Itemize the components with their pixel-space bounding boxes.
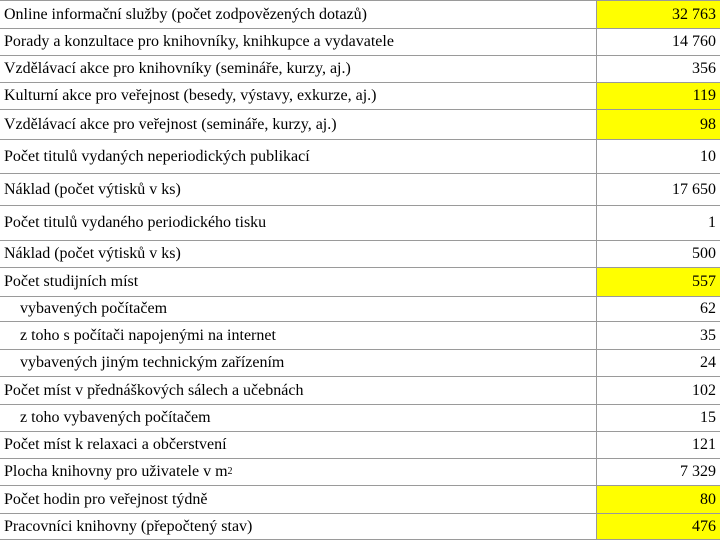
table-row bbox=[0, 404, 720, 431]
row-label-text: Vzdělávací akce pro veřejnost (semináře, kurzy, aj.) bbox=[4, 115, 337, 133]
table-row bbox=[0, 513, 720, 540]
row-value bbox=[597, 486, 720, 513]
table-row bbox=[0, 376, 720, 404]
row-label bbox=[0, 140, 597, 173]
row-label bbox=[0, 268, 597, 296]
row-value-text: 1 bbox=[708, 214, 716, 231]
row-value bbox=[597, 83, 720, 109]
row-label-text: Porady a konzultace pro knihovníky, knihkupce a vydavatele bbox=[4, 33, 394, 50]
row-label-text: Počet hodin pro veřejnost týdně bbox=[4, 490, 208, 508]
row-label-text: Počet titulů vydaných neperiodických publikací bbox=[4, 147, 310, 165]
table-row bbox=[0, 173, 720, 205]
row-value-text: 62 bbox=[700, 300, 716, 317]
row-label bbox=[0, 241, 597, 267]
row-label bbox=[0, 174, 597, 205]
row-label-text: Náklad (počet výtisků v ks) bbox=[4, 180, 181, 198]
row-label-text: z toho vybavených počítačem bbox=[20, 409, 211, 426]
row-value bbox=[597, 56, 720, 82]
row-label-text: Počet studijních míst bbox=[4, 273, 139, 290]
row-value-text: 98 bbox=[700, 115, 716, 133]
table-row bbox=[0, 55, 720, 82]
row-value-text: 557 bbox=[692, 273, 716, 290]
row-label bbox=[0, 377, 597, 404]
row-label bbox=[0, 405, 597, 431]
row-label-text: Vzdělávací akce pro knihovníky (semináře, kurzy, aj.) bbox=[4, 60, 351, 77]
row-label-text: Počet míst k relaxaci a občerstvení bbox=[4, 436, 227, 453]
row-value-text: 24 bbox=[700, 354, 716, 371]
row-value-text: 119 bbox=[692, 87, 716, 104]
row-value-text: 356 bbox=[692, 60, 716, 77]
row-value bbox=[597, 377, 720, 404]
row-label-text: z toho s počítači napojenými na internet bbox=[20, 326, 276, 344]
row-label bbox=[0, 83, 597, 109]
row-label-text: Plocha knihovny pro uživatele v m bbox=[4, 463, 228, 480]
row-label bbox=[0, 350, 597, 376]
table-row bbox=[0, 267, 720, 296]
row-label bbox=[0, 206, 597, 240]
row-label bbox=[0, 432, 597, 458]
row-label bbox=[0, 110, 597, 139]
row-label-text: vybavených jiným technickým zařízením bbox=[20, 354, 285, 371]
table-row bbox=[0, 109, 720, 139]
table-row bbox=[0, 458, 720, 485]
table-row bbox=[0, 349, 720, 376]
row-value-text: 500 bbox=[692, 245, 716, 262]
row-label-text: Počet míst v přednáškových sálech a učebnách bbox=[4, 381, 304, 399]
table-row bbox=[0, 0, 720, 28]
row-value bbox=[597, 110, 720, 139]
table-row bbox=[0, 431, 720, 458]
row-value-text: 17 650 bbox=[672, 180, 716, 198]
row-value bbox=[597, 459, 720, 485]
row-label: Plocha knihovny pro uživatele v m 2 bbox=[0, 459, 597, 485]
row-value bbox=[597, 206, 720, 240]
row-label-text: vybavených počítačem bbox=[20, 300, 168, 317]
row-value-text: 476 bbox=[692, 518, 716, 535]
row-value bbox=[597, 432, 720, 458]
row-value-text: 7 329 bbox=[680, 463, 716, 480]
row-label-text: Online informační služby (počet zodpovězených dotazů) bbox=[4, 5, 367, 23]
row-value-text: 10 bbox=[700, 147, 716, 165]
row-value bbox=[597, 241, 720, 267]
table-row bbox=[0, 485, 720, 513]
row-value-text: 102 bbox=[692, 381, 716, 399]
row-value bbox=[597, 174, 720, 205]
row-label bbox=[0, 56, 597, 82]
row-label-text: Náklad (počet výtisků v ks) bbox=[4, 245, 181, 262]
row-value bbox=[597, 297, 720, 321]
row-value bbox=[597, 268, 720, 296]
table-row bbox=[0, 205, 720, 240]
table-row bbox=[0, 82, 720, 109]
row-label-text: Pracovníci knihovny (přepočtený stav) bbox=[4, 518, 253, 535]
table-row bbox=[0, 139, 720, 173]
row-value-text: 14 760 bbox=[672, 33, 716, 50]
row-value bbox=[597, 405, 720, 431]
row-value bbox=[597, 29, 720, 55]
row-label bbox=[0, 322, 597, 349]
table-row bbox=[0, 240, 720, 267]
row-value bbox=[597, 514, 720, 540]
row-value-text: 32 763 bbox=[672, 5, 716, 23]
row-value-text: 15 bbox=[700, 409, 716, 426]
row-label bbox=[0, 486, 597, 513]
row-value-text: 35 bbox=[700, 326, 716, 344]
row-label bbox=[0, 29, 597, 55]
row-label bbox=[0, 1, 597, 28]
table-row bbox=[0, 28, 720, 55]
row-value bbox=[597, 350, 720, 376]
row-value bbox=[597, 322, 720, 349]
table-row bbox=[0, 321, 720, 349]
row-label-text: Kulturní akce pro veřejnost (besedy, výstavy, exkurze, aj.) bbox=[4, 87, 377, 104]
row-value-text: 121 bbox=[692, 436, 716, 453]
row-value-text: 80 bbox=[700, 490, 716, 508]
row-value bbox=[597, 1, 720, 28]
row-label bbox=[0, 297, 597, 321]
row-label bbox=[0, 514, 597, 540]
table-row bbox=[0, 296, 720, 321]
row-value bbox=[597, 140, 720, 173]
row-label-text: Počet titulů vydaného periodického tisku bbox=[4, 214, 267, 231]
